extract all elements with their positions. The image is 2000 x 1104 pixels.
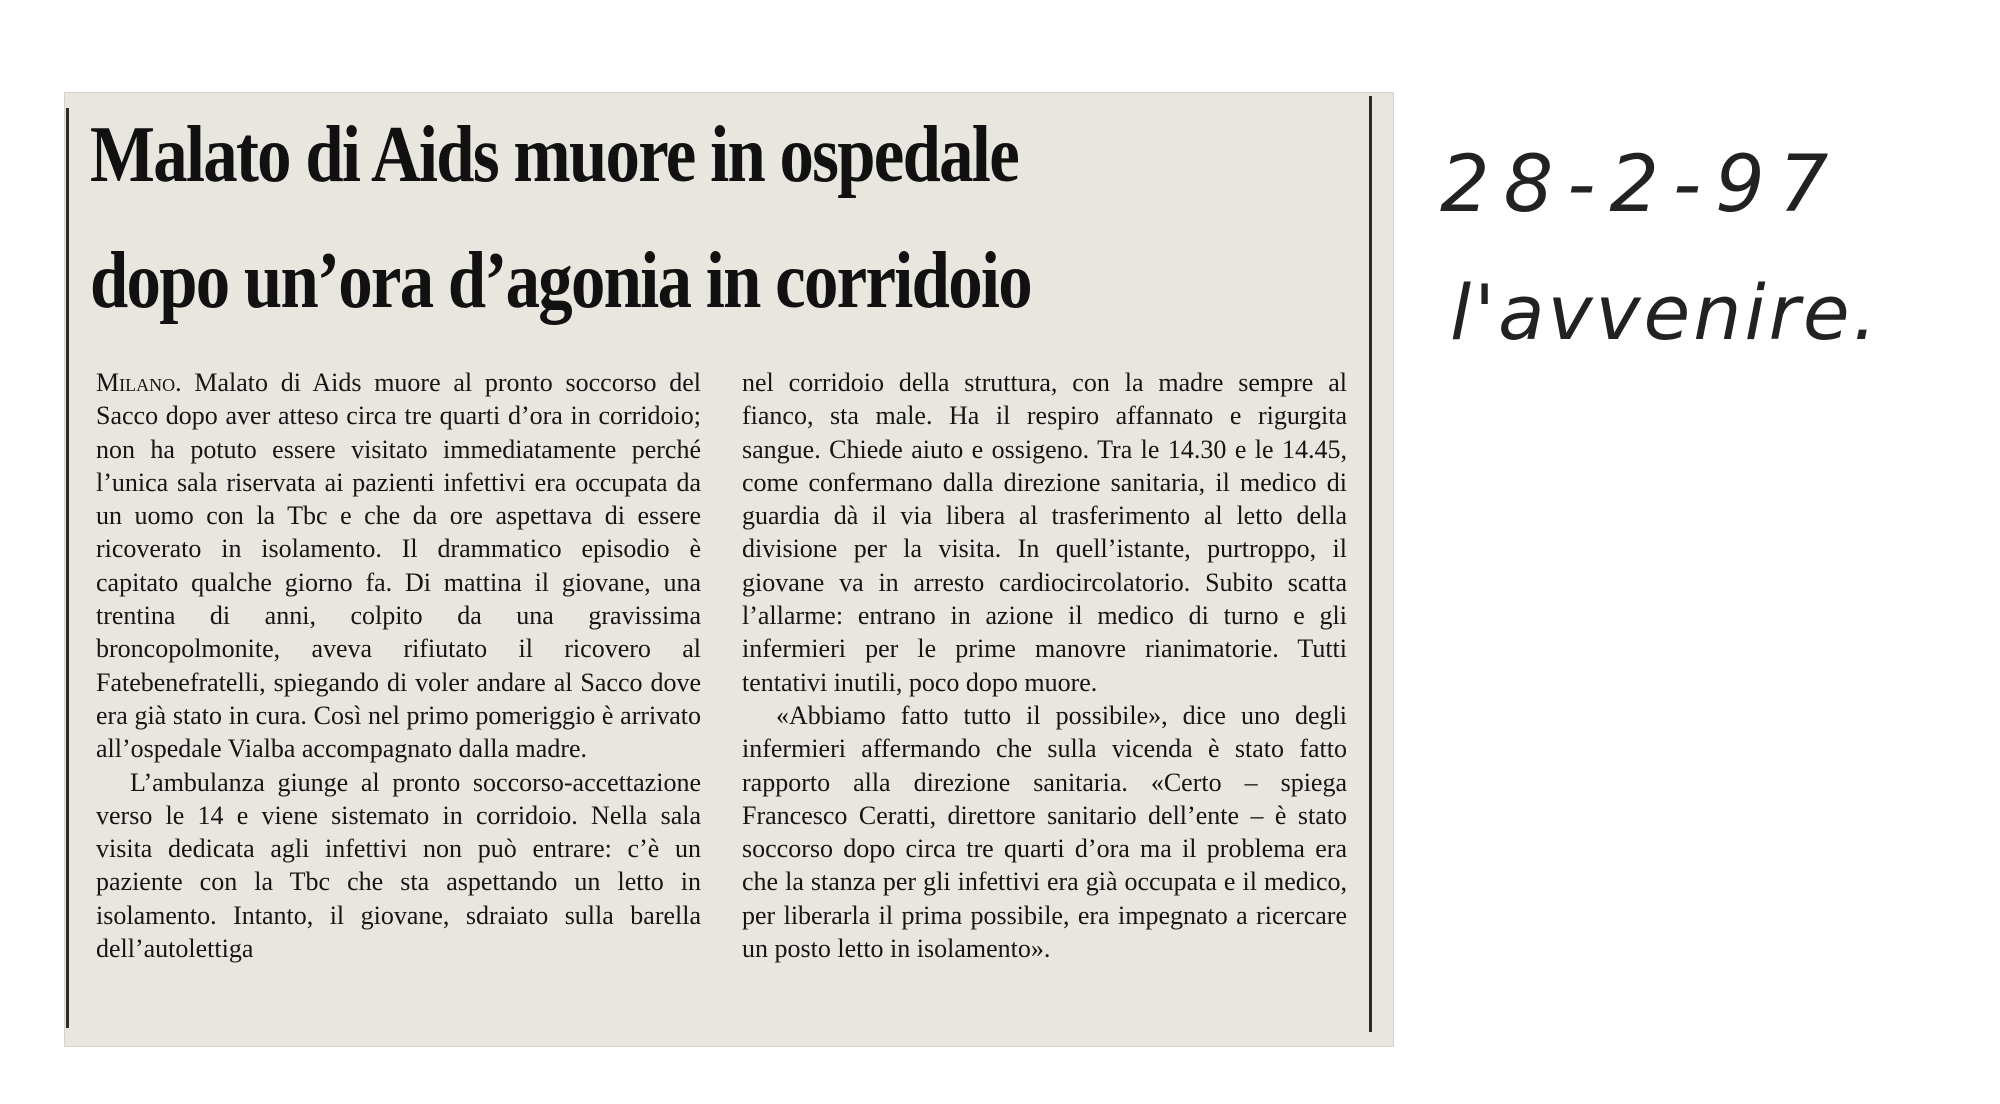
column-rule-right (1369, 96, 1372, 1032)
handwritten-date: 28-2-97 (1440, 140, 1843, 230)
handwritten-source: l'avvenire. (1450, 268, 1880, 357)
article-headline (90, 92, 1182, 344)
dateline: Milano. (96, 368, 182, 397)
article-column-1 (96, 366, 701, 965)
article-column-2 (742, 366, 1347, 965)
headline-line-1: Malato di Aids muore in ospedale (90, 111, 1019, 199)
article-paragraph: «Abbiamo fatto tutto il possibile», dice uno degli infermieri affermando che sulla vicenda è stato fatto rapporto alla direzione sanitaria. «Certo – spiega Francesco Ceratti, direttore sanitario dell’ente – è stato soccorso dopo circa tre quarti d’ora ma il problema era che la stanza per gli infettivi era già occupata e il medico, per liberarla il prima possibile, era impegnato a ricercare un posto letto in isolamento». (742, 700, 1347, 964)
column-rule-left (66, 108, 69, 1028)
article-paragraph: L’ambulanza giunge al pronto soccorso-accettazione verso le 14 e viene sistemato in corridoio. Nella sala visita dedicata agli infettivi non può entrare: c’è un paziente con la Tbc che sta aspettando un letto in isolamento. Intanto, il giovane, sdraiato sulla barella dell’autolettiga (96, 767, 701, 964)
headline-line-2: dopo un’ora d’agonia in corridoio (90, 237, 1031, 325)
article-paragraph: nel corridoio della struttura, con la madre sempre al fianco, sta male. Ha il respiro affannato e rigurgita sangue. Chiede aiuto e ossigeno. Tra le 14.30 e le 14.45, come confermano dalla direzione sanitaria, il medico di guardia dà il via libera al trasferimento al letto della divisione per la visita. In quell’istante, purtroppo, il giovane va in arresto cardiocircolatorio. Subito scatta l’allarme: entrano in azione il medico di turno e gli infermieri per le prime manovre rianimatorie. Tutti tentativi inutili, poco dopo muore. (742, 368, 1347, 697)
article-paragraph (96, 366, 701, 766)
paragraph-text: Malato di Aids muore al pronto soccorso del Sacco dopo aver atteso circa tre quarti d’ora in corridoio; non ha potuto essere visitato immediatamente perché l’unica sala riservata ai pazienti infettivi era occupata da un uomo con la Tbc e che da ore aspettava di essere ricoverato in isolamento. Il drammatico episodio è capitato qualche giorno fa. Di mattina il giovane, una trentina di anni, colpito da una gravissima broncopolmonite, aveva rifiutato il ricovero al Fatebenefratelli, spiegando di voler andare al Sacco dove era già stato in cura. Così nel primo pomeriggio è arrivato all’ospedale Vialba accompagnato dalla madre. (96, 368, 702, 764)
